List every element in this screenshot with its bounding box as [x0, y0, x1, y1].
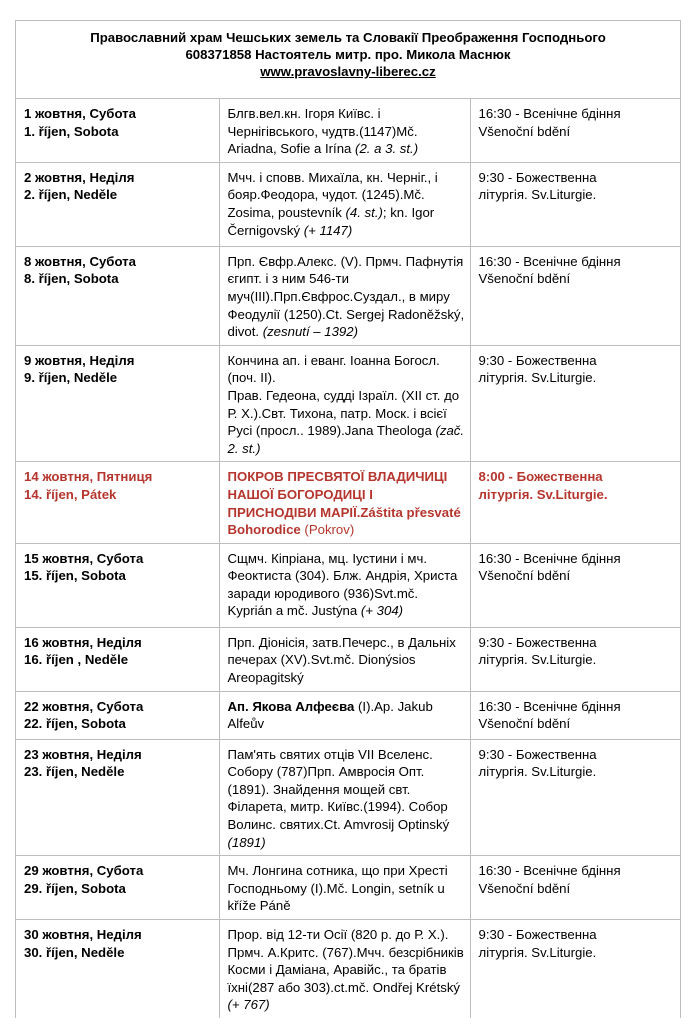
date-cell	[16, 99, 219, 163]
service-time: 8:00 - Божественна	[478, 469, 603, 485]
date-cell	[16, 691, 219, 739]
service-time: 16:30 - Всенічне бдіння	[478, 106, 621, 121]
commemoration-cell	[219, 246, 470, 345]
date-ukrainian: 8 жовтня, Субота	[24, 253, 136, 269]
schedule-row	[16, 162, 680, 246]
date-ukrainian: 2 жовтня, Неділя	[24, 169, 135, 185]
service-time: 16:30 - Всенічне бдіння	[478, 863, 621, 879]
date-czech: 23. říjen, Neděle	[24, 764, 125, 780]
date-ukrainian: 30 жовтня, Неділя	[24, 927, 142, 943]
service-cell	[470, 246, 680, 345]
service-name: Všenoční bdění	[478, 880, 571, 896]
date-czech: 14. říjen, Pátek	[24, 486, 117, 502]
date-czech: 30. říjen, Neděle	[24, 944, 125, 960]
service-cell	[470, 920, 680, 1018]
date-ukrainian: 14 жовтня, Пятниця	[24, 469, 153, 485]
service-name: Všenoční bdění	[478, 568, 571, 584]
service-cell	[470, 462, 680, 543]
service-time: 9:30 - Божественна	[478, 634, 597, 650]
date-czech: 8. říjen, Sobota	[24, 271, 119, 287]
date-ukrainian: 1 жовтня, Субота	[24, 106, 136, 121]
commemoration-text: Сщмч. Кіпріана, мц. Іустини і мч. Феоктиста (304). Блж. Андрія, Христа заради юродивого (936)Svt.mč. Kyprián a mč. Justýna	[227, 550, 458, 619]
service-name: літургія. Sv.Liturgie.	[478, 187, 597, 203]
commemoration-cell	[219, 627, 470, 691]
date-cell	[16, 345, 219, 462]
commemoration-italic-text: (zesnutí – 1392)	[259, 324, 358, 340]
date-ukrainian: 16 жовтня, Неділя	[24, 634, 142, 650]
service-cell	[470, 739, 680, 856]
date-ukrainian: 23 жовтня, Неділя	[24, 746, 142, 762]
date-czech: 2. říjen, Neděle	[24, 187, 118, 203]
service-cell	[470, 99, 680, 163]
date-cell	[16, 162, 219, 246]
service-name: літургія. Sv.Liturgie.	[478, 370, 597, 386]
commemoration-cell	[219, 739, 470, 856]
schedule-row	[16, 99, 680, 163]
date-czech: 15. říjen, Sobota	[24, 568, 126, 584]
service-cell	[470, 345, 680, 462]
commemoration-cell	[219, 99, 470, 163]
commemoration-italic-text: (zač. 2. st.)	[227, 423, 465, 456]
commemoration-text: Блгв.вел.кн. Ігоря Київс. і Чернігівського, чудтв.(1147)Мč. Ariadna, Sofie a Irína	[227, 106, 418, 157]
schedule-row	[16, 345, 680, 462]
schedule-row	[16, 627, 680, 691]
commemoration-text: Кончина ап. і еванг. Іоанна Богосл. (поч. II). Прав. Гедеона, судді Ізраїл. (XII ст. до Р. Х.).Свт. Тихона, патр. Моск. і всієї Русі (просл.. 1989).Jana Theologa	[227, 352, 460, 439]
church-title: Православний храм Чешських земель та Словакії Преображення Господнього	[90, 30, 606, 45]
commemoration-text: Прп. Євфр.Алекс. (V). Прмч. Пафнутія єгипт. і з ним 546-ти муч(III).Прп.Євфрос.Суздал., в миру Феодулії (1250).Ct. Sergej Radoněžský, divot.	[227, 253, 465, 340]
commemoration-cell	[219, 691, 470, 739]
service-name: літургія. Sv.Liturgie.	[478, 764, 597, 780]
commemoration-cell	[219, 162, 470, 246]
date-ukrainian: 29 жовтня, Субота	[24, 863, 144, 879]
service-name: Všenoční bdění	[478, 123, 571, 139]
document-header	[16, 21, 680, 98]
commemoration-bold-text: ПОКРОВ ПРЕСВЯТОЇ ВЛАДИЧИЦІ НАШОЇ БОГОРОДИЦІ І ПРИСНОДІВИ МАРІЇ.Záštita přesvaté Bohorodice	[227, 469, 461, 538]
service-time: 9:30 - Божественна	[478, 169, 597, 185]
date-cell	[16, 920, 219, 1018]
schedule-row	[16, 691, 680, 739]
schedule-row	[16, 739, 680, 856]
commemoration-text: Прор. від 12-ти Осії (820 р. до Р. Х.). Прмч. А.Критс. (767).Мчч. безсрібників Косми і Даміана, Аравійс., та братів їхні(287 або 303).ct.mč. Ondřej Krétský	[227, 927, 464, 995]
date-ukrainian: 9 жовтня, Неділя	[24, 352, 135, 368]
service-time: 16:30 - Всенічне бдіння	[478, 253, 621, 269]
date-cell	[16, 856, 219, 920]
service-cell	[470, 627, 680, 691]
website-link[interactable]: www.pravoslavny-liberec.cz	[260, 64, 436, 79]
date-czech: 9. říjen, Neděle	[24, 370, 118, 386]
service-name: літургія. Sv.Liturgie.	[478, 944, 597, 960]
date-cell	[16, 462, 219, 543]
service-name: Všenoční bdění	[478, 716, 571, 732]
date-ukrainian: 15 жовтня, Субота	[24, 550, 144, 566]
commemoration-text: Пам'ять святих отців VII Вселенс. Собору (787)Прп. Амвросія Опт. (1891). Знайдення мощей свт. Філарета, митр. Київс.(1994). Собор Волинс. святих.Ct. Amvrosij Optinský	[227, 746, 450, 833]
commemoration-cell	[219, 345, 470, 462]
schedule-row	[16, 246, 680, 345]
service-name: Všenoční bdění	[478, 271, 571, 287]
commemoration-italic-text: (4. st.)	[341, 204, 383, 220]
commemoration-text: Мчч. і сповв. Михаїла, кн. Черніг., і бояр.Феодора, чудот. (1245).Мč. Zosima, poustevník	[227, 169, 438, 220]
date-cell	[16, 627, 219, 691]
commemoration-bold-text: Ап. Якова Алфеєва	[227, 698, 355, 714]
service-cell	[470, 856, 680, 920]
commemoration-cell	[219, 543, 470, 627]
date-cell	[16, 246, 219, 345]
service-cell	[470, 691, 680, 739]
commemoration-cell	[219, 462, 470, 543]
commemoration-italic-text: (1891)	[227, 834, 266, 850]
schedule-document	[15, 20, 681, 1018]
schedule-row	[16, 462, 680, 543]
service-name: літургія. Sv.Liturgie.	[478, 652, 597, 668]
service-time: 9:30 - Божественна	[478, 927, 597, 943]
date-cell	[16, 543, 219, 627]
commemoration-cell	[219, 856, 470, 920]
contact-line: 608371858 Настоятель митр. про. Микола Маснюк	[185, 47, 511, 62]
commemoration-italic-text: (+ 1147)	[300, 222, 353, 238]
schedule-table	[16, 98, 680, 1018]
service-time: 16:30 - Всенічне бдіння	[478, 550, 621, 566]
date-czech: 16. říjen , Neděle	[24, 652, 129, 668]
service-time: 16:30 - Всенічне бдіння	[478, 698, 621, 714]
commemoration-tail-text: ; kn. Igor Černigovský	[227, 204, 435, 238]
service-cell	[470, 162, 680, 246]
commemoration-italic-text: (2. a 3. st.)	[351, 141, 419, 157]
service-time: 9:30 - Божественна	[478, 746, 597, 762]
commemoration-text: Прп. Діонісія, затв.Печерс., в Дальніх печерах (XV).Svt.mč. Dionýsios Areopagitský	[227, 634, 456, 685]
schedule-row	[16, 920, 680, 1018]
date-czech: 1. říjen, Sobota	[24, 123, 119, 139]
commemoration-cell	[219, 920, 470, 1018]
date-czech: 22. říjen, Sobota	[24, 716, 126, 732]
date-cell	[16, 739, 219, 856]
commemoration-italic-text: (+ 304)	[357, 603, 404, 619]
commemoration-text: (Pokrov)	[300, 522, 355, 538]
commemoration-italic-text: (+ 767)	[227, 997, 270, 1013]
date-czech: 29. říjen, Sobota	[24, 880, 126, 896]
commemoration-text: (I).Ap. Jakub Alfeův	[227, 698, 433, 732]
date-ukrainian: 22 жовтня, Субота	[24, 698, 144, 714]
commemoration-text: Мч. Лонгина сотника, що при Хресті Господньому (I).Mč. Longin, setník u kříže Páně	[227, 863, 448, 914]
schedule-row	[16, 856, 680, 920]
service-name: літургія. Sv.Liturgie.	[478, 486, 608, 502]
service-time: 9:30 - Божественна	[478, 352, 597, 368]
schedule-row	[16, 543, 680, 627]
service-cell	[470, 543, 680, 627]
